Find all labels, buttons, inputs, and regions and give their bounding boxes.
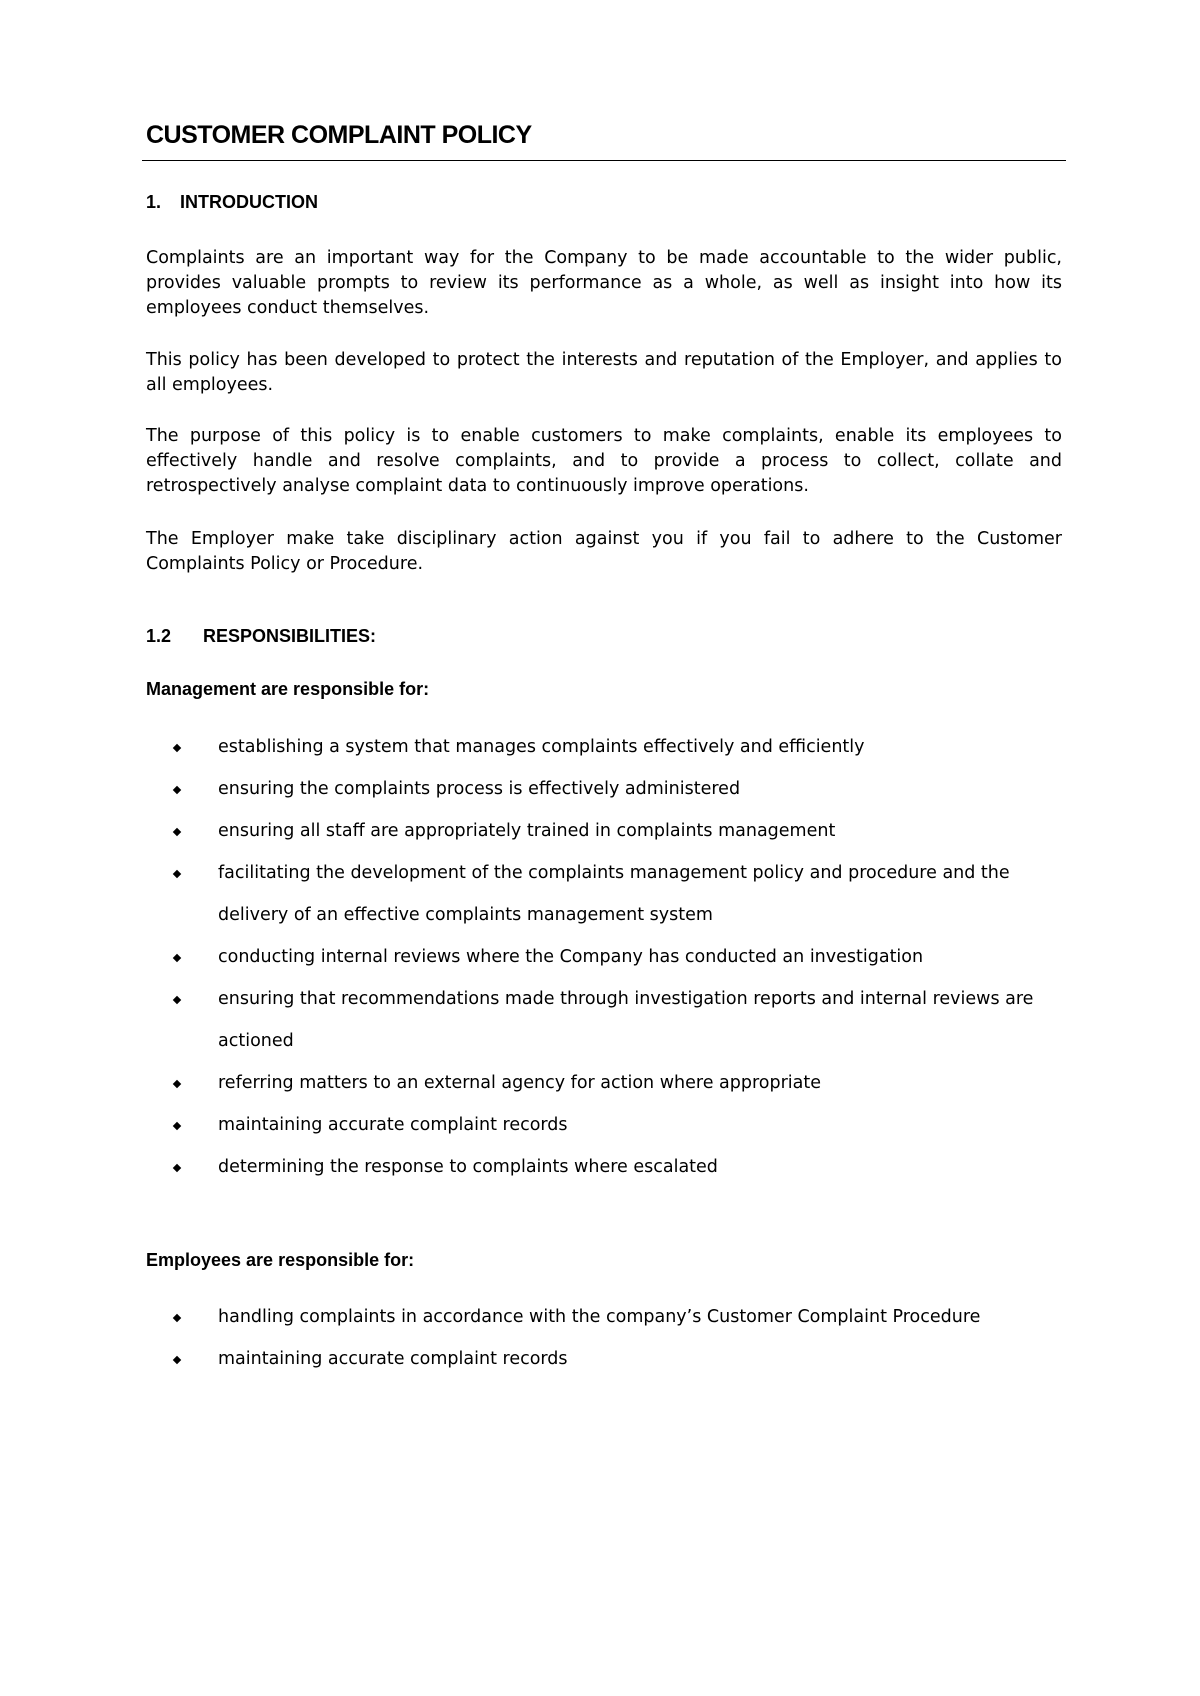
section-number: 1.2 bbox=[146, 626, 172, 646]
list-item: ensuring all staff are appropriately trained in complaints management bbox=[146, 810, 1066, 852]
bullet-icon bbox=[173, 1164, 181, 1172]
bullet-icon bbox=[173, 870, 181, 878]
bullet-icon bbox=[173, 954, 181, 962]
bullet-icon bbox=[173, 786, 181, 794]
section-heading-introduction bbox=[146, 190, 318, 214]
list-item: maintaining accurate complaint records bbox=[146, 1104, 1066, 1146]
list-item: maintaining accurate complaint records bbox=[146, 1338, 1066, 1380]
bullet-icon bbox=[173, 1356, 181, 1364]
intro-paragraph-1: Complaints are an important way for the Company to be made accountable to the wider public, provides valuable prompts to review its performance as a whole, as well as insight into how its employees conduct themselves. bbox=[146, 248, 1062, 318]
document-page bbox=[146, 118, 1066, 1369]
list-item: facilitating the development of the complaints management policy and procedure and the delivery of an effective complaints management system bbox=[146, 852, 1066, 936]
bullet-icon bbox=[173, 1314, 181, 1322]
list-item: ensuring that recommendations made through investigation reports and internal reviews are actioned bbox=[146, 978, 1066, 1062]
management-label: Management are responsible for: bbox=[146, 679, 430, 699]
bullet-icon bbox=[173, 744, 181, 752]
intro-paragraph-2: This policy has been developed to protect the interests and reputation of the Employer, and applies to all employees. bbox=[146, 350, 1062, 395]
management-responsibilities-list bbox=[146, 726, 1066, 1188]
section-heading-responsibilities bbox=[146, 624, 376, 648]
list-item: ensuring the complaints process is effectively administered bbox=[146, 768, 1066, 810]
list-item: conducting internal reviews where the Company has conducted an investigation bbox=[146, 936, 1066, 978]
list-item: referring matters to an external agency for action where appropriate bbox=[146, 1062, 1066, 1104]
list-item: determining the response to complaints where escalated bbox=[146, 1146, 1066, 1188]
document-title: CUSTOMER COMPLAINT POLICY bbox=[146, 121, 532, 149]
bullet-icon bbox=[173, 996, 181, 1004]
intro-paragraph-4: The Employer make take disciplinary action against you if you fail to adhere to the Customer Complaints Policy or Procedure. bbox=[146, 529, 1062, 574]
bullet-icon bbox=[173, 1122, 181, 1130]
section-title: RESPONSIBILITIES: bbox=[203, 626, 377, 646]
title-underline bbox=[142, 160, 1066, 161]
intro-paragraph-3: The purpose of this policy is to enable customers to make complaints, enable its employees to effectively handle and resolve complaints, and to provide a process to collect, collate and retrospectively analyse complaint data to continuously improve operations. bbox=[146, 426, 1062, 496]
list-item: establishing a system that manages complaints effectively and efficiently bbox=[146, 726, 1066, 768]
employees-label: Employees are responsible for: bbox=[146, 1250, 415, 1270]
bullet-icon bbox=[173, 828, 181, 836]
bullet-icon bbox=[173, 1080, 181, 1088]
list-item: handling complaints in accordance with the company’s Customer Complaint Procedure bbox=[146, 1296, 1066, 1338]
employee-responsibilities-list bbox=[146, 1296, 1066, 1380]
section-number: 1. bbox=[146, 192, 162, 212]
section-title: INTRODUCTION bbox=[180, 192, 318, 212]
